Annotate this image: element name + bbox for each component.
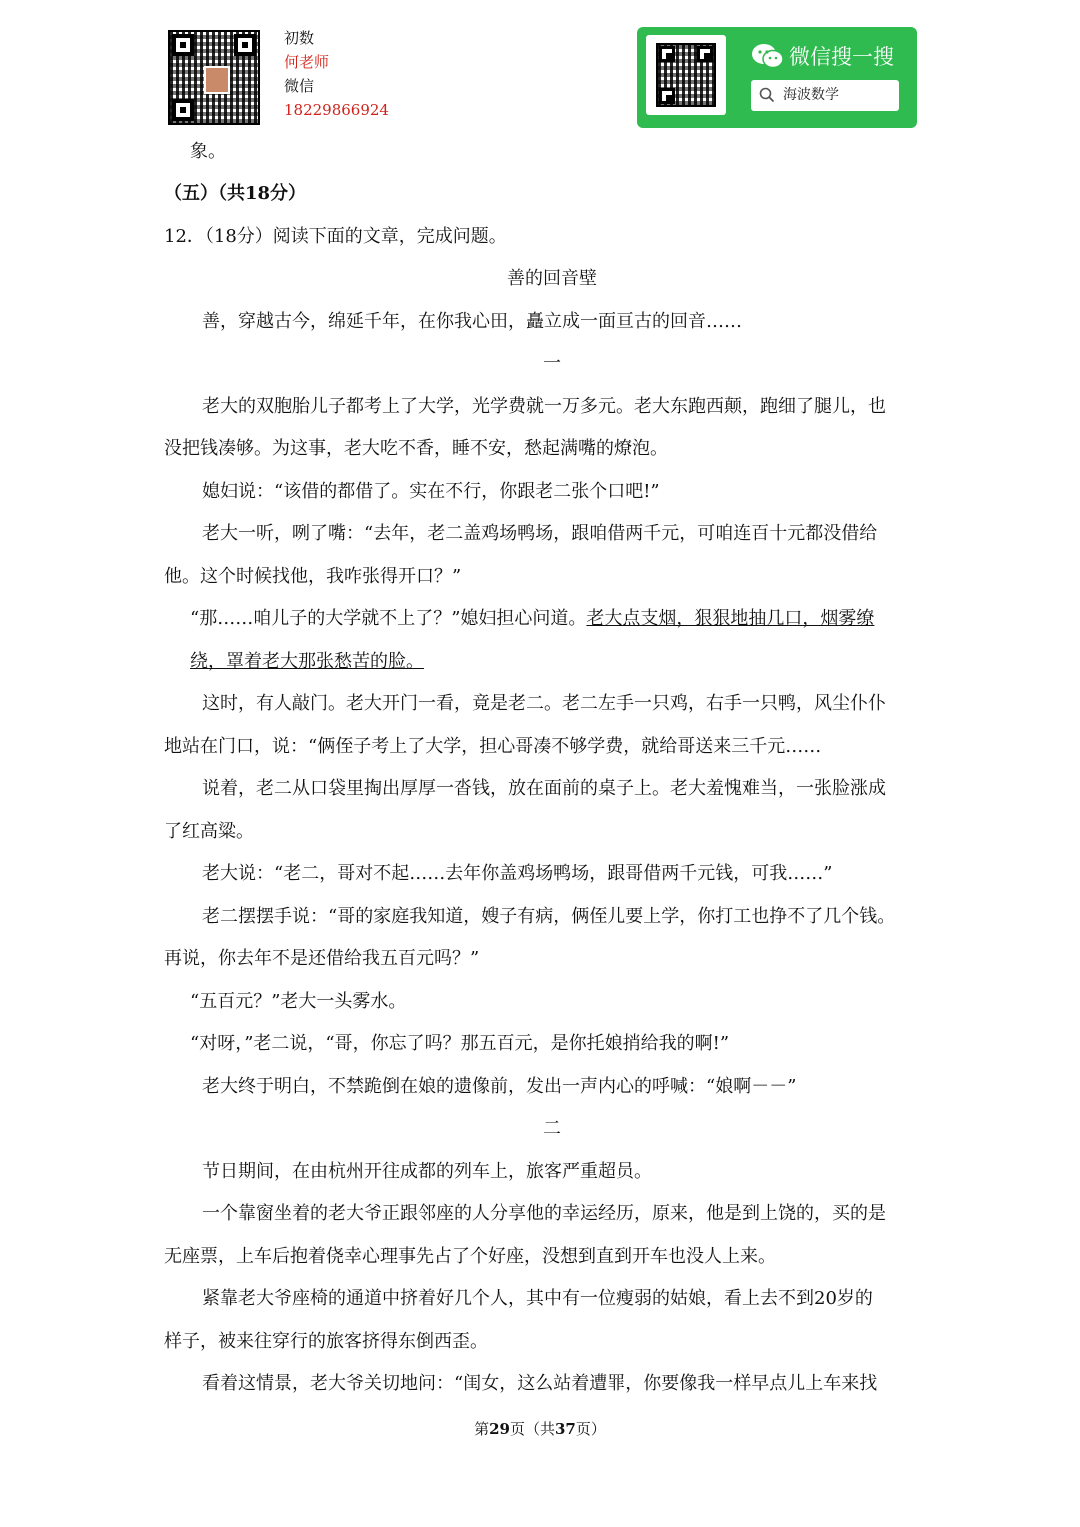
paragraph-line: 一个靠窗坐着的老大爷正跟邻座的人分享他的幸运经历，原来，他是到上饶的，买的是 bbox=[202, 1203, 886, 1224]
paragraph-line: 再说，你去年不是还借给我五百元吗？” bbox=[164, 948, 480, 969]
total-pages: 37 bbox=[555, 1420, 576, 1438]
wechat-search-box[interactable] bbox=[751, 80, 899, 111]
underlined-sentence-continued: 绕，罩着老大那张愁苦的脸。 bbox=[190, 651, 424, 672]
paragraph-line: 他。这个时候找他，我咋张得开口？” bbox=[164, 566, 462, 587]
contact-line-1: 初数 bbox=[284, 29, 315, 47]
prev-tail-text: 象。 bbox=[190, 141, 226, 162]
contact-line-3: 微信 bbox=[284, 77, 315, 95]
article-title: 善的回音壁 bbox=[507, 268, 597, 289]
paragraph-line: 说着，老二从口袋里掏出厚厚一沓钱，放在面前的桌子上。老大羞愧难当，一张脸涨成 bbox=[202, 778, 886, 799]
page-number: 29 bbox=[489, 1420, 510, 1438]
section-heading: （五）（共18分） bbox=[164, 183, 307, 204]
paragraph-line: 样子，被来往穿行的旅客挤得东倒西歪。 bbox=[164, 1331, 488, 1352]
paragraph-line bbox=[190, 607, 920, 631]
wechat-qr-card bbox=[646, 35, 726, 115]
paragraph-line: 老二摆摆手说：“哥的家庭我知道，嫂子有病，俩侄儿要上学，你打工也挣不了几个钱。 bbox=[202, 906, 896, 927]
contact-phone: 18229866924 bbox=[284, 101, 389, 119]
paragraph-line: 老大一听，咧了嘴：“去年，老二盖鸡场鸭场，跟咱借两千元，可咱连百十元都没借给 bbox=[202, 523, 878, 544]
contact-name: 何老师 bbox=[284, 53, 330, 71]
paragraph-line: “五百元？”老大一头雾水。 bbox=[190, 991, 407, 1012]
avatar bbox=[204, 66, 230, 94]
wechat-title: 微信搜一搜 bbox=[789, 45, 894, 69]
footer-prefix: 第 bbox=[474, 1420, 490, 1438]
paragraph-line: 媳妇说：“该借的都借了。实在不行，你跟老二张个口吧!” bbox=[202, 481, 660, 502]
search-icon bbox=[759, 87, 773, 101]
page-footer bbox=[0, 1418, 1080, 1439]
wechat-search-text: 海波数学 bbox=[783, 87, 839, 103]
underlined-sentence: 老大点支烟，狠狠地抽几口，烟雾缭 bbox=[586, 608, 875, 629]
paragraph-line: 善，穿越古今，绵延千年，在你我心田，矗立成一面亘古的回音…… bbox=[202, 311, 742, 332]
paragraph-line: 看着这情景，老大爷关切地问：“闺女，这么站着遭罪，你要像我一样早点儿上车来找 bbox=[202, 1373, 878, 1394]
paragraph-line: 地站在门口，说：“俩侄子考上了大学，担心哥凑不够学费，就给哥送来三千元…… bbox=[164, 736, 822, 757]
contact-qr-code bbox=[168, 30, 260, 125]
footer-mid: 页（共 bbox=[509, 1420, 555, 1438]
wechat-qr-code bbox=[656, 43, 716, 107]
paragraph-line: 老大终于明白，不禁跪倒在娘的遗像前，发出一声内心的呼喊：“娘啊－－” bbox=[202, 1076, 797, 1097]
dialogue-text: “那……咱儿子的大学就不上了？”媳妇担心问道。 bbox=[190, 608, 587, 629]
paragraph-line: 老大说：“老二，哥对不起……去年你盖鸡场鸭场，跟哥借两千元钱，可我……” bbox=[202, 863, 833, 884]
paragraph-line: 没把钱凑够。为这事，老大吃不香，睡不安，愁起满嘴的燎泡。 bbox=[164, 438, 668, 459]
wechat-icon bbox=[751, 43, 785, 69]
paragraph-line: 了红高粱。 bbox=[164, 821, 254, 842]
paragraph-line: 紧靠老大爷座椅的通道中挤着好几个人，其中有一位瘦弱的姑娘，看上去不到20岁的 bbox=[202, 1288, 873, 1309]
paragraph-line: 节日期间，在由杭州开往成都的列车上，旅客严重超员。 bbox=[202, 1161, 652, 1182]
wechat-search-panel[interactable] bbox=[637, 27, 917, 128]
paragraph-line: 老大的双胞胎儿子都考上了大学，光学费就一万多元。老大东跑西颠，跑细了腿儿，也 bbox=[202, 396, 886, 417]
part-number: 一 bbox=[543, 353, 561, 374]
paragraph-line: 无座票，上车后抱着侥幸心理事先占了个好座，没想到直到开车也没人上来。 bbox=[164, 1246, 776, 1267]
paragraph-line: 这时，有人敲门。老大开门一看，竟是老二。老二左手一只鸡，右手一只鸭，风尘仆仆 bbox=[202, 693, 886, 714]
question-prompt: 12．（18分）阅读下面的文章，完成问题。 bbox=[164, 226, 507, 247]
footer-suffix: 页） bbox=[575, 1420, 606, 1438]
contact-info bbox=[284, 26, 389, 122]
part-number: 二 bbox=[543, 1118, 561, 1139]
paragraph-line: “对呀，”老二说，“哥，你忘了吗？那五百元，是你托娘捎给我的啊!” bbox=[190, 1033, 730, 1054]
